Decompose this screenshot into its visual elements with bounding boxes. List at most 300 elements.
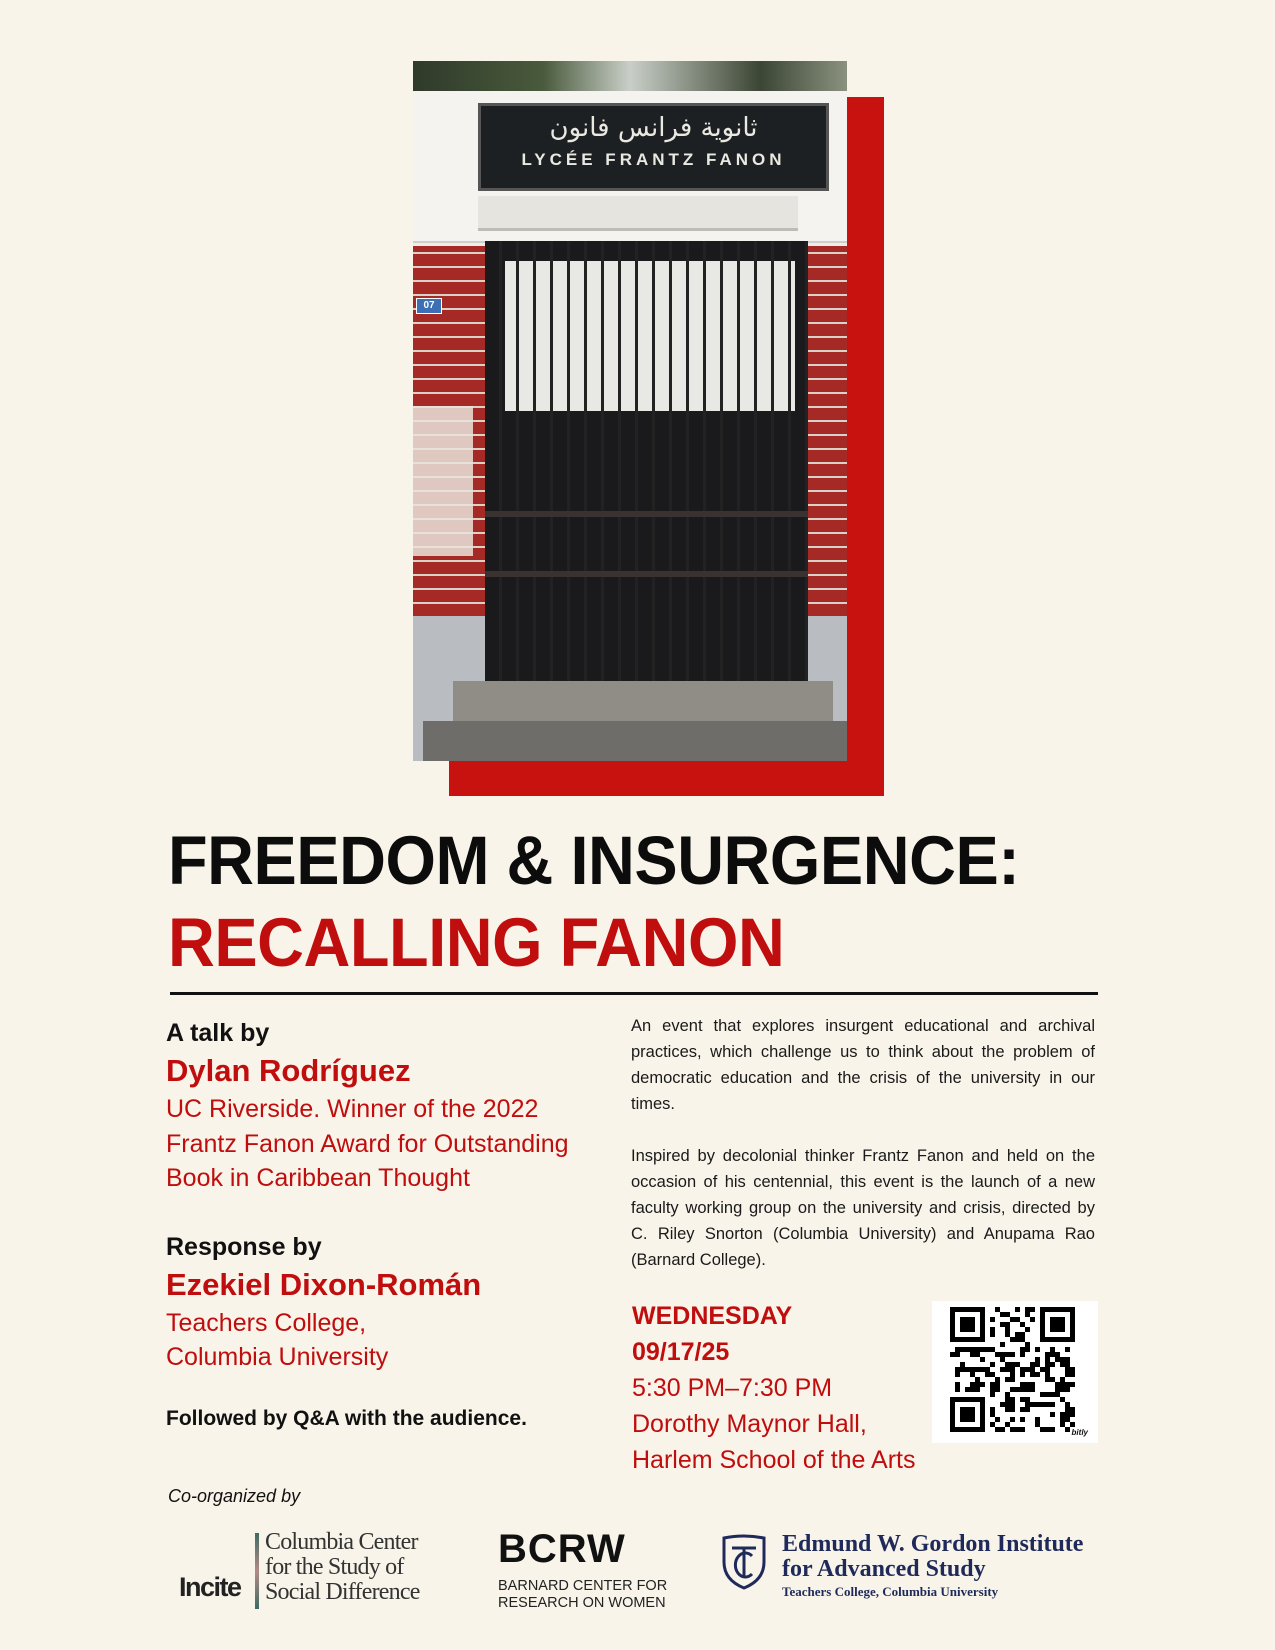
qr-module (1060, 1377, 1065, 1382)
qr-module (1025, 1342, 1030, 1347)
bcrw-line: BARNARD CENTER FOR (498, 1578, 668, 1594)
qr-module (1055, 1327, 1060, 1332)
qr-module (955, 1337, 960, 1342)
qr-module (1000, 1312, 1005, 1317)
qr-module (995, 1417, 1000, 1422)
qr-module (1030, 1317, 1035, 1322)
qr-module (1070, 1367, 1075, 1372)
qr-module (960, 1417, 965, 1422)
qr-module (995, 1377, 1000, 1382)
qa-note: Followed by Q&A with the audience. (166, 1406, 527, 1430)
qr-module (980, 1347, 985, 1352)
lycee-frantz-fanon-photo (413, 61, 847, 761)
qr-module (1050, 1427, 1055, 1432)
qr-module (1005, 1367, 1010, 1372)
qr-module (1010, 1372, 1015, 1377)
qr-module (960, 1307, 965, 1312)
qr-module (1050, 1412, 1055, 1417)
event-day: WEDNESDAY (632, 1302, 793, 1330)
qr-module (1050, 1402, 1055, 1407)
qr-module (1035, 1417, 1040, 1422)
incite-wordmark: Incite (179, 1572, 241, 1602)
qr-module (1030, 1382, 1035, 1387)
qr-module (1070, 1312, 1075, 1317)
qr-module (975, 1382, 980, 1387)
qr-module (1055, 1337, 1060, 1342)
photo-trees (413, 61, 847, 91)
qr-module (1055, 1307, 1060, 1312)
qr-module (980, 1367, 985, 1372)
qr-module (990, 1407, 995, 1412)
qr-module (1070, 1307, 1075, 1312)
talk-label: A talk by (166, 1019, 270, 1047)
qr-module (1015, 1317, 1020, 1322)
qr-module (1035, 1402, 1040, 1407)
co-organized-label: Co-organized by (168, 1486, 301, 1506)
qr-module (1030, 1367, 1035, 1372)
qr-module (1060, 1322, 1065, 1327)
qr-module (1040, 1402, 1045, 1407)
qr-module (950, 1312, 955, 1317)
qr-module (1055, 1387, 1060, 1392)
qr-module (1005, 1397, 1010, 1402)
qr-module (1045, 1307, 1050, 1312)
event-date: 09/17/25 (632, 1338, 730, 1366)
qr-module (1010, 1337, 1015, 1342)
qr-module (985, 1347, 990, 1352)
qr-module (965, 1367, 970, 1372)
event-venue-2: Harlem School of the Arts (632, 1446, 916, 1474)
qr-module (1005, 1407, 1010, 1412)
sign-arabic: ثانوية فرانس فانون (549, 113, 758, 143)
qr-module (1060, 1417, 1065, 1422)
qr-module (1005, 1402, 1010, 1407)
qr-module (950, 1317, 955, 1322)
qr-module (1060, 1397, 1065, 1402)
qr-module (1055, 1322, 1060, 1327)
qr-brand-label: bitly (1071, 1428, 1088, 1437)
qr-module (995, 1382, 1000, 1387)
qr-module (1040, 1332, 1045, 1337)
qr-module (995, 1352, 1000, 1357)
qr-module (1000, 1427, 1005, 1432)
qr-module (1045, 1402, 1050, 1407)
qr-module (960, 1407, 965, 1412)
qr-module (990, 1332, 995, 1337)
qr-module (980, 1317, 985, 1322)
qr-module (1035, 1357, 1040, 1362)
qr-module (1065, 1357, 1070, 1362)
incite-line: Social Difference (265, 1579, 420, 1605)
qr-module (1050, 1337, 1055, 1342)
qr-module (1070, 1407, 1075, 1412)
qr-module (995, 1427, 1000, 1432)
qr-module (1010, 1407, 1015, 1412)
qr-module (960, 1362, 965, 1367)
event-venue: Dorothy Maynor Hall, (632, 1410, 867, 1438)
qr-module (980, 1422, 985, 1427)
qr-module (990, 1327, 995, 1332)
speaker-affiliation: Book in Caribbean Thought (166, 1164, 470, 1192)
qr-module (965, 1317, 970, 1322)
qr-module (970, 1382, 975, 1387)
qr-module (990, 1422, 995, 1427)
title-line-2: RECALLING FANON (168, 904, 785, 981)
qr-module (965, 1417, 970, 1422)
qr-module (1060, 1307, 1065, 1312)
qr-module (1045, 1337, 1050, 1342)
qr-module (1050, 1352, 1055, 1357)
qr-module (965, 1387, 970, 1392)
qr-module (950, 1402, 955, 1407)
qr-module (1000, 1402, 1005, 1407)
qr-module (1040, 1427, 1045, 1432)
qr-module (1050, 1362, 1055, 1367)
qr-module (975, 1427, 980, 1432)
qr-code-graphic (932, 1301, 1098, 1443)
qr-module (1020, 1322, 1025, 1327)
qr-module (950, 1427, 955, 1432)
description-paragraph: Inspired by decolonial thinker Frantz Fanon and held on the occasion of his centennial, this event is the launch of a new faculty working group on the university and crisis, directed by C. Riley Snorton (Columbia University) and Anupama Rao (Barnard College). (631, 1147, 1095, 1269)
respondent-name: Ezekiel Dixon-Román (166, 1266, 482, 1302)
gordon-subtitle: Teachers College, Columbia University (782, 1584, 999, 1599)
qr-module (1020, 1397, 1025, 1402)
qr-module (995, 1387, 1000, 1392)
qr-code[interactable] (932, 1301, 1098, 1443)
qr-module (950, 1352, 955, 1357)
qr-module (990, 1347, 995, 1352)
qr-module (1060, 1357, 1065, 1362)
qr-module (1005, 1322, 1010, 1327)
qr-module (950, 1412, 955, 1417)
qr-module (1015, 1307, 1020, 1312)
qr-module (955, 1387, 960, 1392)
qr-module (1060, 1422, 1065, 1427)
qr-module (1020, 1367, 1025, 1372)
qr-module (1010, 1352, 1015, 1357)
qr-module (990, 1317, 995, 1322)
event-time: 5:30 PM–7:30 PM (632, 1374, 833, 1402)
qr-module (980, 1322, 985, 1327)
qr-module (1045, 1427, 1050, 1432)
qr-module (1030, 1402, 1035, 1407)
qr-module (1040, 1322, 1045, 1327)
qr-module (1065, 1372, 1070, 1377)
qr-module (1015, 1362, 1020, 1367)
gordon-line: Edmund W. Gordon Institute (782, 1531, 1084, 1557)
qr-module (1070, 1317, 1075, 1322)
qr-module (1020, 1337, 1025, 1342)
qr-module (995, 1307, 1000, 1312)
qr-module (955, 1397, 960, 1402)
qr-module (1005, 1392, 1010, 1397)
qr-module (980, 1407, 985, 1412)
event-description (631, 1013, 1095, 1299)
qr-module (1065, 1407, 1070, 1412)
qr-module (950, 1332, 955, 1337)
qr-module (1040, 1327, 1045, 1332)
qr-module (950, 1422, 955, 1427)
qr-module (970, 1347, 975, 1352)
speaker-name: Dylan Rodríguez (166, 1053, 411, 1088)
qr-module (1010, 1367, 1015, 1372)
qr-module (1045, 1362, 1050, 1367)
qr-module (950, 1322, 955, 1327)
title-divider (170, 992, 1098, 995)
brick-pillar-right (808, 246, 847, 616)
qr-module (1055, 1382, 1060, 1387)
qr-module (970, 1387, 975, 1392)
qr-module (970, 1367, 975, 1372)
qr-module (1040, 1307, 1045, 1312)
qr-module (1035, 1362, 1040, 1367)
qr-module (970, 1327, 975, 1332)
qr-module (1045, 1372, 1050, 1377)
qr-module (990, 1392, 995, 1397)
qr-module (950, 1417, 955, 1422)
qr-module (1045, 1377, 1050, 1382)
qr-module (965, 1337, 970, 1342)
qr-module (950, 1307, 955, 1312)
gate-rail (485, 511, 808, 517)
qr-module (1035, 1347, 1040, 1352)
gordon-line: for Advanced Study (782, 1556, 986, 1582)
qr-module (960, 1317, 965, 1322)
qr-module (1070, 1382, 1075, 1387)
qr-module (950, 1327, 955, 1332)
qr-module (1055, 1352, 1060, 1357)
bcrw-logo (498, 1528, 698, 1612)
qr-module (1010, 1402, 1015, 1407)
qr-module (990, 1382, 995, 1387)
description-paragraph: An event that explores insurgent educational and archival practices, which challenge us to think about the problem of democratic education and the crisis of the university in our times. (631, 1017, 1095, 1113)
qr-module (965, 1407, 970, 1412)
qr-module (1005, 1312, 1010, 1317)
qr-module (1060, 1362, 1065, 1367)
gordon-text (782, 1532, 1083, 1602)
qr-module (955, 1347, 960, 1352)
qr-module (970, 1407, 975, 1412)
qr-module (1050, 1377, 1055, 1382)
qr-module (1020, 1372, 1025, 1377)
qr-module (1025, 1367, 1030, 1372)
qr-module (990, 1372, 995, 1377)
qr-module (975, 1387, 980, 1392)
qr-module (1060, 1387, 1065, 1392)
gate-rail (485, 571, 808, 577)
qr-module (1000, 1342, 1005, 1347)
school-sign (478, 103, 829, 191)
qr-module (1015, 1387, 1020, 1392)
incite-line: Columbia Center (265, 1529, 418, 1555)
qr-module (1065, 1367, 1070, 1372)
qr-module (1020, 1347, 1025, 1352)
qr-module (1020, 1407, 1025, 1412)
incite-divider (255, 1533, 259, 1609)
qr-module (1025, 1402, 1030, 1407)
qr-module (960, 1347, 965, 1352)
qr-module (1055, 1392, 1060, 1397)
qr-module (970, 1317, 975, 1322)
qr-module (1025, 1382, 1030, 1387)
qr-module (970, 1307, 975, 1312)
qr-module (1055, 1317, 1060, 1322)
bcrw-wordmark: BCRW (498, 1527, 626, 1571)
qr-module (1070, 1422, 1075, 1427)
qr-module (975, 1367, 980, 1372)
qr-module (1005, 1377, 1010, 1382)
qr-module (960, 1427, 965, 1432)
photo-step (423, 721, 847, 761)
qr-module (980, 1357, 985, 1362)
qr-module (1000, 1367, 1005, 1372)
qr-module (1065, 1427, 1070, 1432)
qr-module (965, 1427, 970, 1432)
qr-module (1065, 1412, 1070, 1417)
qr-module (975, 1307, 980, 1312)
qr-module (955, 1352, 960, 1357)
qr-module (1010, 1362, 1015, 1367)
photo-step (453, 681, 833, 721)
qr-module (1025, 1407, 1030, 1412)
qr-module (1030, 1307, 1035, 1312)
qr-module (1065, 1307, 1070, 1312)
qr-module (970, 1412, 975, 1417)
qr-module (1000, 1322, 1005, 1327)
qr-module (1010, 1427, 1015, 1432)
qr-module (970, 1372, 975, 1377)
qr-module (1040, 1312, 1045, 1317)
peeling-plaster (413, 406, 473, 556)
sign-french: LYCÉE FRANTZ FANON (521, 150, 786, 169)
qr-module (1065, 1387, 1070, 1392)
event-details (632, 1298, 915, 1478)
qr-module (1045, 1367, 1050, 1372)
qr-module (1055, 1357, 1060, 1362)
qr-module (965, 1412, 970, 1417)
qr-module (950, 1397, 955, 1402)
incite-line: for the Study of (265, 1554, 404, 1580)
qr-module (1065, 1417, 1070, 1422)
qr-module (1005, 1362, 1010, 1367)
qr-module (1065, 1402, 1070, 1407)
qr-module (1040, 1367, 1045, 1372)
qr-module (960, 1412, 965, 1417)
qr-module (965, 1307, 970, 1312)
qr-module (1030, 1387, 1035, 1392)
tc-shield-icon (720, 1534, 768, 1590)
street-number-plate: 07 (416, 298, 442, 314)
qr-module (1020, 1427, 1025, 1432)
qr-module (1065, 1362, 1070, 1367)
title-line-1: FREEDOM & INSURGENCE: (168, 822, 1020, 899)
qr-module (1000, 1357, 1005, 1362)
qr-module (1065, 1382, 1070, 1387)
qr-module (1050, 1347, 1055, 1352)
qr-module (960, 1397, 965, 1402)
qr-module (975, 1352, 980, 1357)
qr-module (960, 1367, 965, 1372)
qr-module (1030, 1362, 1035, 1367)
qr-module (1025, 1307, 1030, 1312)
qr-module (980, 1382, 985, 1387)
qr-module (1020, 1352, 1025, 1357)
qr-module (1015, 1337, 1020, 1342)
qr-module (980, 1312, 985, 1317)
qr-module (1050, 1317, 1055, 1322)
respondent-affiliation: Columbia University (166, 1343, 389, 1371)
qr-module (1015, 1332, 1020, 1337)
qr-module (1060, 1337, 1065, 1342)
qr-module (1060, 1382, 1065, 1387)
qr-module (1070, 1322, 1075, 1327)
qr-module (1010, 1387, 1015, 1392)
qr-module (980, 1327, 985, 1332)
qr-module (970, 1337, 975, 1342)
qr-module (970, 1397, 975, 1402)
qr-module (1025, 1397, 1030, 1402)
qr-module (1050, 1392, 1055, 1397)
bcrw-line: RESEARCH ON WOMEN (498, 1595, 666, 1611)
qr-module (980, 1332, 985, 1337)
qr-module (1050, 1327, 1055, 1332)
qr-module (1035, 1372, 1040, 1377)
qr-module (955, 1372, 960, 1377)
qr-module (1000, 1352, 1005, 1357)
qr-module (965, 1397, 970, 1402)
qr-module (950, 1337, 955, 1342)
qr-module (990, 1412, 995, 1417)
qr-module (1010, 1317, 1015, 1322)
qr-module (980, 1397, 985, 1402)
qr-module (950, 1407, 955, 1412)
qr-module (960, 1337, 965, 1342)
photo-canopy (478, 196, 798, 231)
qr-module (1010, 1377, 1015, 1382)
qr-module (1030, 1372, 1035, 1377)
qr-module (965, 1322, 970, 1327)
qr-module (960, 1327, 965, 1332)
qr-module (1005, 1352, 1010, 1357)
qr-module (1025, 1387, 1030, 1392)
qr-module (965, 1327, 970, 1332)
qr-module (1050, 1307, 1055, 1312)
qr-module (1020, 1332, 1025, 1337)
qr-module (1005, 1332, 1010, 1337)
qr-module (965, 1347, 970, 1352)
qr-module (970, 1417, 975, 1422)
qr-module (955, 1427, 960, 1432)
qr-module (960, 1322, 965, 1327)
qr-module (970, 1352, 975, 1357)
qr-module (975, 1347, 980, 1352)
qr-module (980, 1427, 985, 1432)
qr-module (980, 1417, 985, 1422)
qr-module (1070, 1412, 1075, 1417)
qr-module (975, 1337, 980, 1342)
qr-module (1040, 1337, 1045, 1342)
qr-module (990, 1362, 995, 1367)
qr-module (1060, 1327, 1065, 1332)
qr-module (970, 1322, 975, 1327)
qr-module (1020, 1387, 1025, 1392)
qr-module (980, 1402, 985, 1407)
qr-module (1060, 1412, 1065, 1417)
gate-bars (485, 241, 808, 681)
qr-module (1005, 1327, 1010, 1332)
qr-module (980, 1307, 985, 1312)
qr-module (1020, 1417, 1025, 1422)
